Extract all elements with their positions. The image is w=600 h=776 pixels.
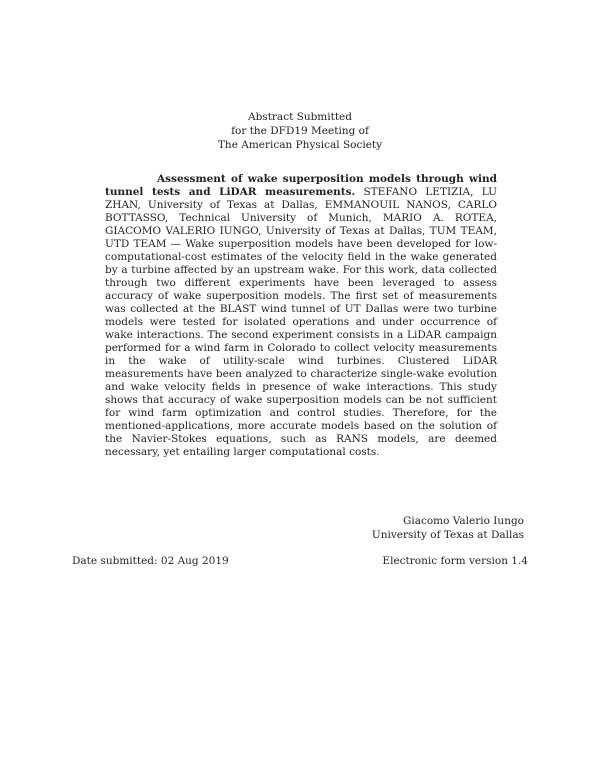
- submission-header: [0, 110, 600, 152]
- signature-name: Giacomo Valerio Iungo: [402, 515, 524, 527]
- header-line-society: The American Physical Society: [217, 139, 383, 151]
- signature-affiliation: University of Texas at Dallas: [371, 529, 524, 541]
- abstract-paragraph: [105, 173, 497, 459]
- signature-block: [372, 514, 524, 542]
- abstract-body: STEFANO LETIZIA, LU ZHAN, University of Texas at Dallas, EMMANOUIL NANOS, CARLO BOTTASSO, Technical University of Munich, MARIO A. ROTEA, GIACOMO VALERIO IUNGO, University of Texas at Dallas, TUM TEAM, UTD TEAM — Wake superposition models have been developed for low-computational-cost estimates of the velocity field in the wake generated by a turbine affected by an upstream wake. For this work, data collected through two different experiments have been leveraged to assess accuracy of wake superposition models. The first set of measurements was collected at the BLAST wind tunnel of UT Dallas were two turbine models were tested for isolated operations and under occurrence of wake interactions. The second experiment consists in a LiDAR campaign performed for a wind farm in Colorado to collect velocity measurements in the wake of utility-scale wind turbines. Clustered LiDAR measurements have been analyzed to characterize single-wake evolution and wake velocity fields in presence of wake interactions. This study shows that accuracy of wake superposition models can be not sufficient for wind farm optimization and control studies. Therefore, for the mentioned-applications, more accurate models based on the solution of the Navier-Stokes equations, such as RANS models, are deemed necessary, yet entailing larger computational costs.: [105, 186, 497, 458]
- header-line-abstract-submitted: Abstract Submitted: [248, 111, 352, 123]
- date-submitted: Date submitted: 02 Aug 2019: [72, 555, 229, 567]
- form-version: Electronic form version 1.4: [382, 555, 528, 567]
- header-line-meeting: for the DFD19 Meeting of: [231, 125, 369, 137]
- abstract-title: Assessment of wake superposition models through wind tunnel tests and LiDAR measurements.: [105, 173, 497, 198]
